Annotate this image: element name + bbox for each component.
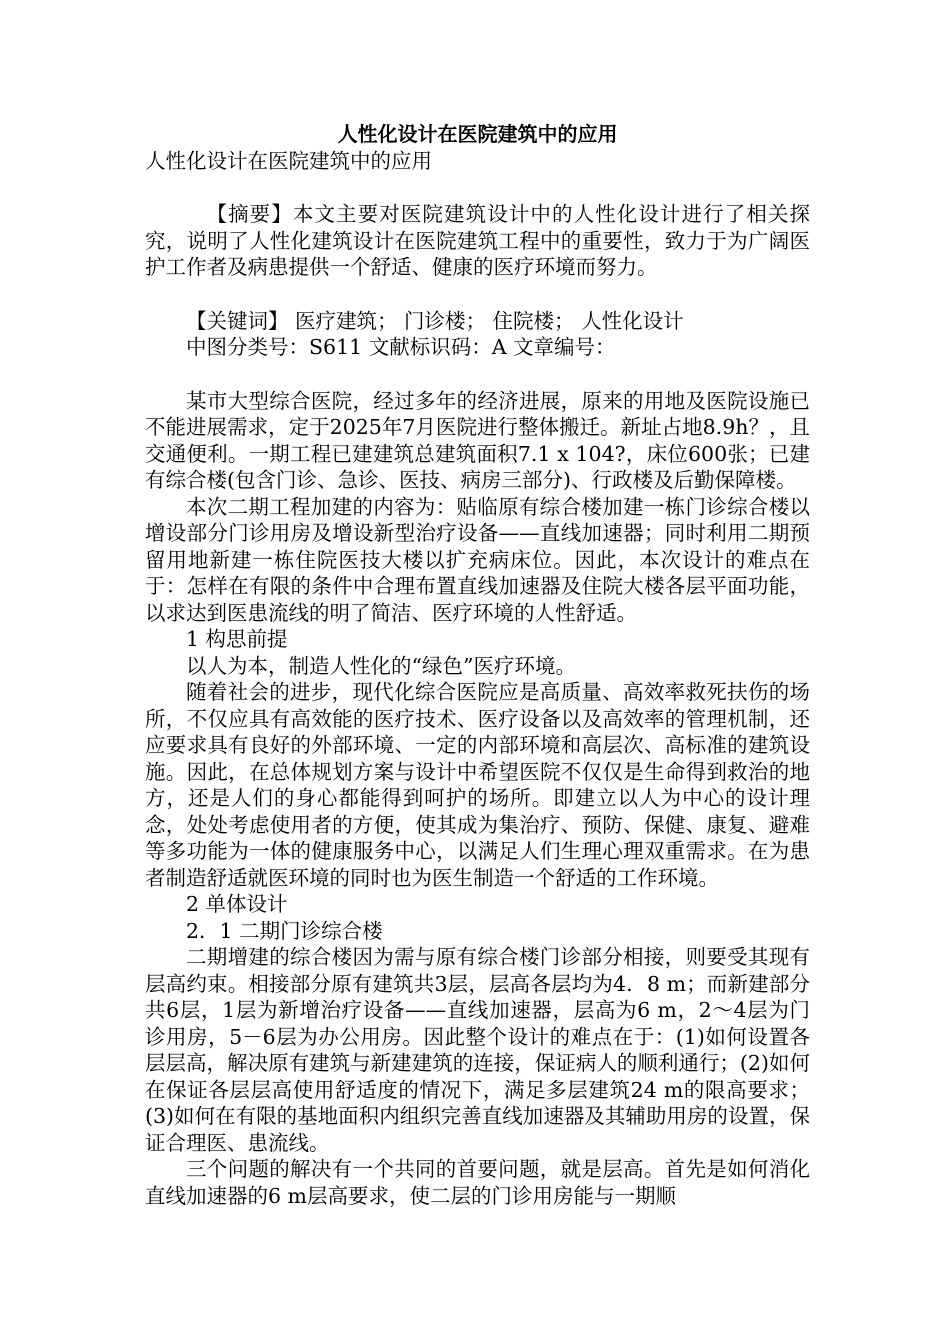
abstract-paragraph: 【摘要】本文主要对医院建筑设计中的人性化设计进行了相关探究，说明了人性化建筑设计在医院建筑工程中的重要性，致力于为广阔医护工作者及病患提供一个舒适、健康的医疗环境而努力。	[145, 202, 810, 279]
section-heading: 1 构思前提	[186, 627, 288, 651]
body-paragraph: 二期增建的综合楼因为需与原有综合楼门诊部分相接，则要受其现有层高约束。相接部分原有建筑共3层，层高各层均为4．8 m；而新建部分共6层，1层为新增治疗设备——直线加速器，层高为6 m，2～4层为门诊用房，5－6层为办公用房。因此整个设计的难点在于：(1)如何设置各层层高，解决原有建筑与新建建筑的连接，保证病人的顺利通行；(2)如何在保证各层层高使用舒适度的情况下，满足多层建筑24 m的限高要求；(3)如何在有限的基地面积内组织完善直线加速器及其辅助用房的设置，保证合理医、患流线。	[145, 945, 810, 1155]
body-paragraph: 某市大型综合医院，经过多年的经济进展，原来的用地及医院设施已不能进展需求，定于2025年7月医院进行整体搬迁。新址占地8.9h？，且交通便利。一期工程已建建筑总建筑面积7.1 x 104?，床位600张；已建有综合楼(包含门诊、急诊、医技、病房三部分)、行政楼及后勤保障楼。	[145, 388, 810, 492]
document-title: 人性化设计在医院建筑中的应用	[337, 122, 618, 146]
classification-line: 中图分类号：S611 文献标识码：A 文章编号：	[186, 335, 616, 359]
document-subtitle: 人性化设计在医院建筑中的应用	[145, 149, 432, 173]
body-paragraph: 以人为本，制造人性化的“绿色”医疗环境。	[186, 653, 576, 678]
body-paragraph: 随着社会的进步，现代化综合医院应是高质量、高效率救死扶伤的场所，不仅应具有高效能的医疗技术、医疗设备以及高效率的管理机制，还应要求具有良好的外部环境、一定的内部环境和高层次、高标准的建筑设施。因此，在总体规划方案与设计中希望医院不仅仅是生命得到救治的地方，还是人们的身心都能得到呵护的场所。即建立以人为中心的设计理念，处处考虑使用者的方便，使其成为集治疗、预防、保健、康复、避难等多功能为一体的健康服务中心，以满足人们生理心理双重需求。在为患者制造舒适就医环境的同时也为医生制造一个舒适的工作环境。	[145, 680, 810, 890]
document-page	[145, 120, 810, 1209]
section-heading: 2 单体设计	[186, 892, 288, 916]
subsection-heading: 2．1 二期门诊综合楼	[186, 918, 383, 943]
body-paragraph: 本次二期工程加建的内容为：贴临原有综合楼加建一栋门诊综合楼以增设部分门诊用房及增设新型治疗设备——直线加速器；同时利用二期预留用地新建一栋住院医技大楼以扩充病床位。因此，本次设计的难点在于：怎样在有限的条件中合理布置直线加速器及住院大楼各层平面功能，以求达到医患流线的明了简洁、医疗环境的人性舒适。	[145, 494, 810, 625]
keywords-line: 【关键词】 医疗建筑； 门诊楼； 住院楼； 人性化设计	[186, 308, 684, 333]
body-paragraph: 三个问题的解决有一个共同的首要问题，就是层高。首先是如何消化直线加速器的6 m层高要求，使二层的门诊用房能与一期顺	[145, 1157, 810, 1208]
